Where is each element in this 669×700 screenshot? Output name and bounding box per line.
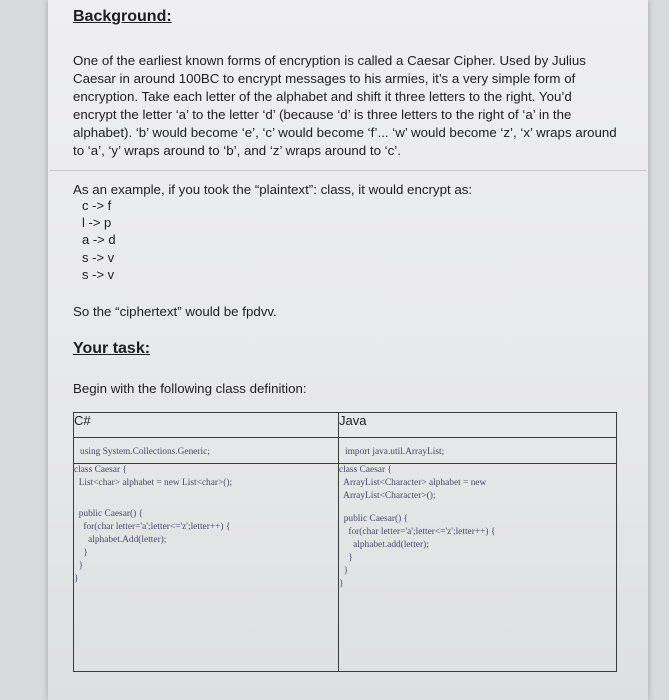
import-row <box>74 438 617 464</box>
csharp-using: using System.Collections.Generic; <box>80 447 210 457</box>
ciphertext-conclusion: So the “ciphertext” would be fpdvv. <box>73 304 277 319</box>
java-import-cell <box>339 438 617 464</box>
mapping-line: a -> d <box>82 232 116 247</box>
csharp-code-cell <box>74 464 339 672</box>
csharp-class-decl: class Caesar { List<char> alphabet = new List<char>(); <box>74 465 233 488</box>
background-heading: Background: <box>73 8 172 25</box>
example-intro: As an example, if you took the “plaintext”: class, it would encrypt as: <box>73 182 473 197</box>
divider <box>50 170 646 171</box>
mapping-line: l -> p <box>82 215 112 230</box>
mapping-line: s -> v <box>82 250 115 265</box>
java-label: Java <box>339 413 617 438</box>
csharp-label: C# <box>74 413 339 438</box>
csharp-using-cell <box>74 438 339 464</box>
mapping-line: c -> f <box>82 198 112 213</box>
csharp-constructor: public Caesar() { for(char letter='a';letter<='z';letter++) { alphabet.Add(letter); } } } <box>74 509 231 584</box>
class-body-row <box>74 464 617 672</box>
language-header-row <box>74 413 617 438</box>
mapping-line: s -> v <box>82 267 115 282</box>
java-code-cell <box>339 464 617 672</box>
code-comparison-table <box>73 412 617 672</box>
task-instruction: Begin with the following class definition: <box>73 381 307 396</box>
java-import: import java.util.ArrayList; <box>345 447 445 457</box>
java-constructor: public Caesar() { for(char letter='a';letter<='z';letter++) { alphabet.add(letter); } } } <box>339 514 496 589</box>
background-paragraph: One of the earliest known forms of encryption is called a Caesar Cipher. Used by Julius Caesar in around 100BC to encrypt messages to his armies, it’s a very simple form of encryption. Take each letter of the alphabet and shift it three letters to the right. You’d encrypt the letter ‘a’ to the letter ‘d’ (because ‘d’ is three letters to the right of ‘a’ in the alphabet). ‘b’ would become ‘e’, ‘c’ would become ‘f’... ‘w’ would become ‘z’, ‘x’ wraps around to ‘a’, ‘y’ wraps around to ‘b’, and ‘z’ wraps around to ‘c’. <box>73 53 617 158</box>
task-heading: Your task: <box>73 340 151 357</box>
java-class-decl: class Caesar { ArrayList<Character> alphabet = new ArrayList<Character>(); <box>339 465 487 501</box>
